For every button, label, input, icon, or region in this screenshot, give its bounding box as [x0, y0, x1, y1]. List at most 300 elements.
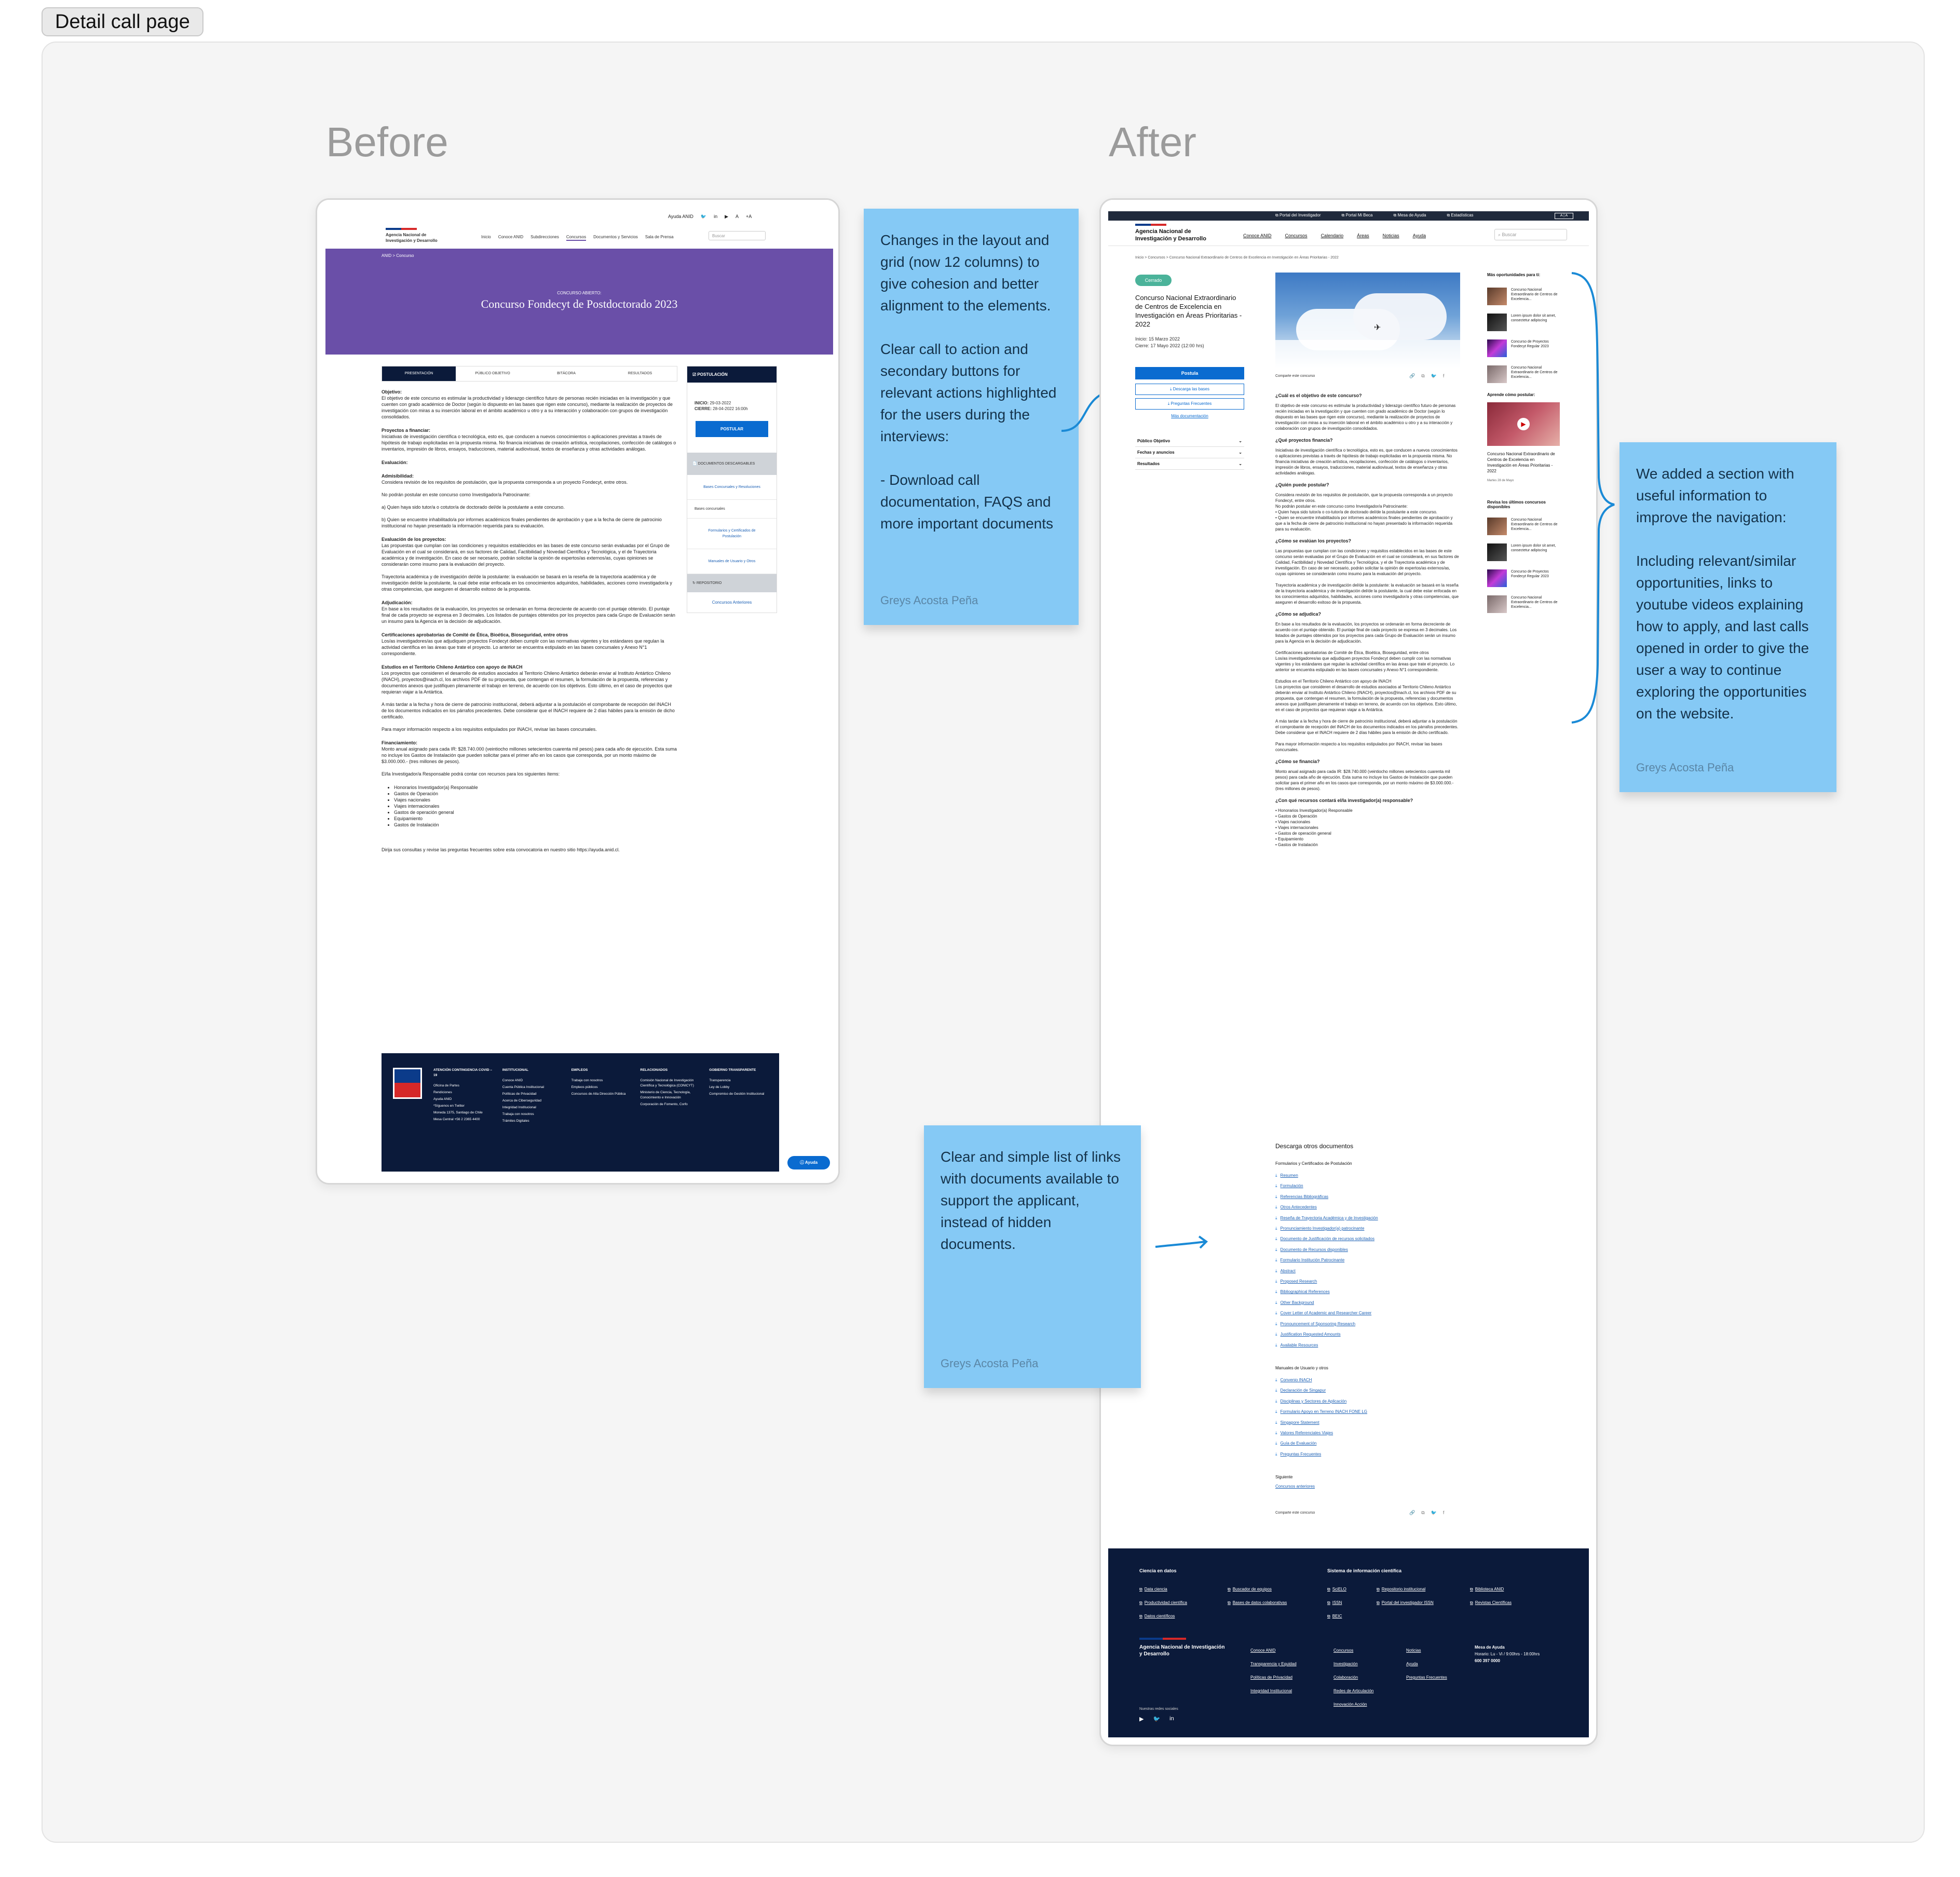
- footer-link[interactable]: Concursos de Alta Dirección Pública: [571, 1092, 626, 1096]
- footer-column-title: GOBIERNO TRANSPARENTE: [709, 1068, 756, 1072]
- download-item[interactable]: [1275, 1396, 1367, 1407]
- download-icon[interactable]: ⤓: [1275, 1289, 1277, 1295]
- download-link[interactable]: Referencias Bibliográficas: [1280, 1194, 1329, 1199]
- download-link[interactable]: Pronouncement of Sponsoring Research: [1280, 1321, 1356, 1326]
- nav-item[interactable]: Noticias: [1382, 233, 1399, 238]
- opportunity-item[interactable]: [1487, 339, 1570, 357]
- footer-link[interactable]: [1139, 1596, 1228, 1610]
- chevron-down-icon[interactable]: ⌄: [1238, 439, 1242, 443]
- footer-link[interactable]: Acerca de Ciberseguridad: [502, 1099, 541, 1103]
- footer-links-c: [1406, 1644, 1447, 1684]
- footer-link-label[interactable]: Conoce ANID: [1250, 1648, 1276, 1653]
- opportunity-thumbnail[interactable]: [1487, 314, 1507, 331]
- footer-link-label[interactable]: Buscador de equipos: [1232, 1587, 1272, 1592]
- opportunity-thumbnail[interactable]: [1487, 595, 1507, 613]
- download-link[interactable]: Formulario Apoyo en Terreno INACH FONE LG: [1280, 1409, 1368, 1414]
- opportunity-thumbnail[interactable]: [1487, 339, 1507, 357]
- download-link[interactable]: Proposed Research: [1280, 1279, 1317, 1284]
- download-item[interactable]: [1275, 1319, 1378, 1329]
- linkedin-icon[interactable]: in: [1169, 1716, 1174, 1722]
- download-item[interactable]: [1275, 1375, 1367, 1385]
- download-link[interactable]: Justification Requested Amounts: [1280, 1332, 1341, 1337]
- footer-link[interactable]: Mesa Central +56 2 2365 4400: [433, 1118, 480, 1121]
- download-item[interactable]: [1275, 1449, 1367, 1460]
- section-text: El objetivo de este concurso es estimular la productividad y liderazgo científico futuro de personas recién iniciadas en la investigación y que cuenten con grado académico de Doctor (según lo dispuesto en las bases que rigen este concurso), mediante la realización de proyectos de investigación con miras a su inserción laboral en el ámbito académico u otro y a su interacción y colaboración con grupos de investigación consolidados.: [1275, 403, 1456, 431]
- copy-icon[interactable]: ⧉: [1421, 1510, 1425, 1515]
- accordion-label[interactable]: Fechas y anuncios: [1137, 450, 1175, 455]
- doc-link[interactable]: Formularios y Certificados de Postulación: [687, 519, 777, 549]
- footer-link-label[interactable]: Innovación Acción: [1333, 1702, 1367, 1707]
- opportunity-thumbnail[interactable]: [1487, 518, 1507, 535]
- external-link-icon: ⧉: [1139, 1587, 1142, 1592]
- youtube-icon[interactable]: ▶: [1139, 1716, 1144, 1722]
- footer-link[interactable]: [1228, 1583, 1311, 1596]
- social-label: Nuestras redes sociales: [1139, 1707, 1178, 1711]
- postula-button[interactable]: Postula: [1135, 367, 1244, 379]
- download-icon[interactable]: ⤓: [1275, 1215, 1277, 1220]
- footer-link[interactable]: [1327, 1596, 1377, 1610]
- footer-link-label[interactable]: Redes de Articulación: [1333, 1689, 1374, 1693]
- font-large-button[interactable]: +A: [746, 214, 752, 219]
- download-icon[interactable]: ⤓: [1275, 1311, 1277, 1316]
- download-item[interactable]: [1275, 1329, 1378, 1340]
- opportunity-item[interactable]: [1487, 314, 1570, 331]
- resource-item: • Gastos de operación general: [394, 809, 677, 815]
- video-title[interactable]: Concurso Nacional Extraordinario de Centros de Excelencia en Investigación en Áreas Prioritarias - 2022: [1487, 452, 1555, 473]
- footer-link[interactable]: [1470, 1596, 1525, 1610]
- accordion-label[interactable]: Público Objetivo: [1137, 439, 1170, 443]
- opportunity-thumbnail[interactable]: [1487, 569, 1507, 587]
- downloads-title: Descarga otros documentos: [1275, 1142, 1354, 1150]
- cierre-label: CIERRE:: [695, 406, 712, 411]
- footer-link[interactable]: [1327, 1583, 1377, 1596]
- after-logo-stripe: [1135, 224, 1166, 226]
- nav-item[interactable]: Áreas: [1357, 233, 1369, 238]
- font-small-button[interactable]: A: [736, 214, 739, 219]
- twitter-icon[interactable]: 🐦: [1153, 1716, 1161, 1722]
- download-icon[interactable]: ⤓: [1275, 1321, 1277, 1326]
- footer-link-label[interactable]: Productividad científica: [1144, 1600, 1187, 1605]
- download-icon[interactable]: ⤓: [1275, 1378, 1277, 1382]
- before-search-input[interactable]: Buscar: [709, 231, 766, 240]
- download-item[interactable]: [1275, 1223, 1378, 1234]
- section-heading: Adjudicación:: [382, 600, 413, 605]
- section-heading: ¿Cómo se adjudica?: [1275, 611, 1322, 617]
- opportunity-title[interactable]: Concurso Nacional Extraordinario de Centros de Excelencia...: [1511, 596, 1558, 609]
- before-sidebar: [687, 366, 777, 613]
- download-item[interactable]: [1275, 1407, 1367, 1417]
- accordion-label[interactable]: Resultados: [1137, 461, 1160, 466]
- footer-column: [502, 1068, 564, 1125]
- accordion-item[interactable]: [1135, 458, 1244, 470]
- footer-link[interactable]: [1333, 1644, 1373, 1657]
- social-icons: [1139, 1716, 1174, 1722]
- footer-link[interactable]: Integridad Institucional: [502, 1106, 536, 1109]
- utility-link[interactable]: ⧉ Estadísticas: [1447, 213, 1474, 217]
- previous-calls-link[interactable]: Concursos anteriores: [1275, 1484, 1315, 1489]
- footer-link[interactable]: [1327, 1610, 1377, 1623]
- footer-column: [709, 1068, 771, 1125]
- opportunity-title[interactable]: Concurso Nacional Extraordinario de Centros de Excelencia...: [1511, 288, 1558, 301]
- section-heading: Financiamiento:: [382, 740, 418, 745]
- section-heading: Objetivo:: [382, 389, 402, 395]
- download-link[interactable]: Convenio INACH: [1280, 1378, 1312, 1382]
- footer-col1: [1139, 1583, 1311, 1623]
- status-badge: Cerrado: [1135, 275, 1172, 286]
- link-icon[interactable]: 🔗: [1409, 373, 1415, 378]
- download-icon[interactable]: ⤓: [1275, 1431, 1277, 1436]
- footer-link-label[interactable]: Políticas de Privacidad: [1250, 1675, 1292, 1680]
- footer-link-label[interactable]: ISSN: [1332, 1600, 1342, 1605]
- accordion-item[interactable]: [1135, 447, 1244, 458]
- end-date: Cierre: 17 Mayo 2022 (12:00 hrs): [1135, 343, 1204, 348]
- section-text: Iniciativas de investigación científica o tecnológica, esto es, que conducen a nuevos conocimientos o aplicaciones previstas a través de hipótesis de trabajo explicitadas en la propuesta misma. No financia iniciativas de creación artística, recopilaciones, confección de catálogos o inventarios, impresión de libros, ensayos, traducciones, material audiovisual, textos de enseñanza y otras actividades análogas.: [382, 434, 676, 452]
- footer-link-label[interactable]: SciELO: [1332, 1587, 1346, 1592]
- external-link-icon: ⧉: [1139, 1614, 1142, 1618]
- opportunity-item[interactable]: [1487, 569, 1570, 587]
- download-item[interactable]: [1275, 1245, 1378, 1255]
- faq-button[interactable]: ⤓ Preguntas Frecuentes: [1135, 398, 1244, 410]
- footer-link[interactable]: Ayuda ANID: [433, 1097, 452, 1101]
- nav-item[interactable]: Inicio: [481, 235, 491, 239]
- note-navigation-author: Greys Acosta Peña: [1636, 761, 1734, 774]
- download-icon[interactable]: ⤓: [1275, 1194, 1277, 1199]
- link-icon[interactable]: 🔗: [1409, 1510, 1415, 1515]
- footer-column-title: INSTITUCIONAL: [502, 1068, 528, 1072]
- resource-item: • Equipamiento: [394, 815, 677, 822]
- download-link[interactable]: Cover Letter of Academic and Researcher Career: [1280, 1311, 1372, 1316]
- nav-item[interactable]: Calendario: [1321, 233, 1344, 238]
- footer-column-title: RELACIONADOS: [640, 1068, 668, 1072]
- frame-label[interactable]: Detail call page: [42, 7, 203, 36]
- footer-logo[interactable]: Agencia Nacional de Investigación y Desarrollo: [1139, 1644, 1225, 1657]
- download-icon[interactable]: ⤓: [1275, 1398, 1277, 1404]
- footer-link[interactable]: Moneda 1375, Santiago de Chile: [433, 1111, 483, 1114]
- chevron-down-icon[interactable]: ⌄: [1238, 461, 1242, 466]
- download-link[interactable]: Formulación: [1280, 1184, 1303, 1189]
- utility-link-label[interactable]: Portal Mi Beca: [1345, 213, 1373, 217]
- forms-title: Formularios y Certificados de Postulación: [1275, 1161, 1352, 1166]
- nav-item[interactable]: Documentos y Servicios: [593, 235, 638, 239]
- nav-item[interactable]: Concursos: [566, 234, 586, 241]
- download-icon[interactable]: ⤓: [1275, 1205, 1277, 1210]
- before-body: [382, 389, 677, 853]
- opportunity-title[interactable]: Lorem ipsum dolor sit amet, consectetur adipiscing: [1511, 544, 1556, 552]
- download-item[interactable]: [1275, 1234, 1378, 1244]
- facebook-icon[interactable]: f: [1442, 373, 1445, 378]
- download-item[interactable]: [1275, 1385, 1367, 1396]
- download-link[interactable]: Abstract: [1280, 1268, 1296, 1273]
- download-icon[interactable]: ⤓: [1275, 1300, 1277, 1305]
- after-breadcrumb[interactable]: Inicio > Concursos > Concurso Nacional Extraordinario de Centros de Excelencia en Investigación en Áreas Prioritarias - 2022: [1135, 256, 1339, 260]
- footer-link[interactable]: [1139, 1583, 1228, 1596]
- nav-item[interactable]: Subdirecciones: [530, 235, 559, 239]
- postulacion-header: ☑ POSTULACIÓN: [687, 366, 777, 383]
- download-link[interactable]: Singapore Statement: [1280, 1420, 1319, 1425]
- download-item[interactable]: [1275, 1266, 1378, 1276]
- download-link[interactable]: Pronunciamiento Investigador(a) patrocinante: [1280, 1226, 1365, 1231]
- nav-item[interactable]: Sala de Prensa: [645, 235, 674, 239]
- postular-button[interactable]: POSTULAR: [696, 421, 768, 437]
- opportunity-thumbnail[interactable]: [1487, 543, 1507, 561]
- external-link-icon: ⧉: [1228, 1600, 1231, 1605]
- inicio-label: INICIO:: [695, 401, 709, 405]
- download-icon[interactable]: ⤓: [1275, 1184, 1277, 1189]
- learn-title: Aprende cómo postular:: [1487, 392, 1535, 397]
- download-link[interactable]: Available Resources: [1280, 1342, 1318, 1348]
- footer-link-label[interactable]: Noticias: [1406, 1648, 1421, 1653]
- section-text: En base a los resultados de la evaluación, los proyectos se ordenarán en forma decreciente de acuerdo con el puntaje obtenido. El puntaje final de cada proyecto se expresa en 3 decimales. Los listados de puntajes obtenidos por los proyectos para cada Grupo de Evaluación serán un insumo para la Agencia en la decisión de adjudicación. Certificaciones aprobatorias de Comité de Ética, Bioética, Bioseguridad, entre otros Los/as investigadores/as que adjudiquen proyectos Fondecyt deben cumplir con las normativas vigentes y los estándares que regulan la actividad científica en las áreas que trate el proyecto. Lo anterior se encuentra estipulado en las bases concursales y Anexo N°1 correspondiente. Estudios en el Territorio Chileno Antártico con apoyo de INACH Los proyectos que consideren el desarrollo de estudios asociados al Territorio Chileno Antártico deberán enviar al Instituto Antártico Chileno (INACH), proyectos@inach.cl, los archivos PDF de su propuesta, que contengan el resumen, la formulación de la propuesta, referencias y documentos anexos que justifiquen plenamente el trabajo en terreno, de acuerdo con los objetivos. Esto último, en el caso de proyectos que requieran viajar a la Antártica. A más tardar a la fecha y hora de cierre de patrocinio institucional, deberá adjuntar a la postulación el comprobante de recepción del INACH de los documentos indicados en los párrafos precedentes. Debe considerar que el INACH requiere de 2 días hábiles para la emisión de dicho certificado. Para mayor información respecto a los requisitos estipulados por INACH, revisar las bases concursales.: [1275, 622, 1459, 752]
- facebook-icon[interactable]: f: [1442, 1510, 1445, 1515]
- download-item[interactable]: [1275, 1213, 1378, 1223]
- download-link[interactable]: Valores Referenciales Viajes: [1280, 1431, 1333, 1436]
- download-link[interactable]: Disciplinas y Sectores de Aplicación: [1280, 1398, 1347, 1404]
- footer-link[interactable]: Comisión Nacional de Investigación Científica y Tecnológica (CONICYT): [640, 1079, 694, 1087]
- footer-link-label[interactable]: Bases de datos colaborativas: [1232, 1600, 1287, 1605]
- download-item[interactable]: [1275, 1276, 1378, 1287]
- utility-link[interactable]: ⧉ Mesa de Ayuda: [1393, 213, 1426, 217]
- utility-link-label[interactable]: Estadísticas: [1451, 213, 1474, 217]
- footer-link-label[interactable]: Biblioteca ANID: [1475, 1587, 1504, 1592]
- logo-stripe: [386, 228, 417, 230]
- doc-link[interactable]: Manuales de Usuario y Otros: [687, 549, 777, 574]
- opportunity-thumbnail[interactable]: [1487, 288, 1507, 305]
- footer-link-label[interactable]: Concursos: [1333, 1648, 1354, 1653]
- utility-link[interactable]: ⧉ Portal Mi Beca: [1341, 213, 1373, 217]
- opportunity-title[interactable]: Concurso Nacional Extraordinario de Centros de Excelencia...: [1511, 518, 1558, 531]
- footer-link[interactable]: Ley de Lobby: [709, 1085, 730, 1089]
- footer-link-label[interactable]: Ayuda: [1406, 1662, 1418, 1666]
- utility-link-label[interactable]: Portal del Investigador: [1279, 213, 1321, 217]
- arrow-note-documents-icon: [1153, 1230, 1210, 1256]
- download-icon[interactable]: ⤓: [1275, 1420, 1277, 1425]
- more-opportunities-list: [1487, 288, 1570, 383]
- download-item[interactable]: [1275, 1308, 1378, 1318]
- download-link[interactable]: Documento de Recursos disponibles: [1280, 1247, 1348, 1252]
- section-heading: Proyectos a financiar:: [382, 428, 431, 433]
- tab-0[interactable]: PRESENTACIÓN: [382, 366, 456, 381]
- download-item[interactable]: [1275, 1181, 1378, 1191]
- nav-item[interactable]: Conoce ANID: [498, 235, 524, 239]
- download-link[interactable]: Preguntas Frecuentes: [1280, 1451, 1322, 1457]
- footer-link[interactable]: Trabaja con nosotros: [571, 1079, 603, 1082]
- forms-list: [1275, 1171, 1378, 1351]
- footer-link[interactable]: [1333, 1657, 1373, 1671]
- footer-link[interactable]: Políticas de Privacidad: [502, 1092, 537, 1096]
- resource-list: [394, 784, 677, 828]
- footer-link[interactable]: Corporación de Fomento, Corfo: [640, 1103, 688, 1106]
- section-heading: ¿Cuál es el objetivo de este concurso?: [1275, 393, 1362, 398]
- doc-link[interactable]: Bases Concursales y Resoluciones: [687, 475, 777, 500]
- before-logo[interactable]: Agencia Nacional de Investigación y Desarrollo: [386, 233, 438, 243]
- download-link[interactable]: Otros Antecedentes: [1280, 1205, 1317, 1210]
- latest-title: Revisa los últimos concursos disponibles: [1487, 500, 1546, 509]
- opportunity-title[interactable]: Concurso Nacional Extraordinario de Centros de Excelencia...: [1511, 366, 1558, 379]
- footer-link[interactable]: Oficina de Partes: [433, 1084, 459, 1087]
- utility-link[interactable]: ⧉ Portal del Investigador: [1275, 213, 1321, 217]
- section-text: Monto anual asignado para cada IR: $28.740.000 (veintiocho millones setecientos cuarenta mil pesos) para cada año de ejecución. Esta suma no incluye los Gastos de Instalación que pueden solicitar para el primer año en los casos que corresponda, por un monto máximo de $3.000.000.- (tres millones de pesos).: [1275, 769, 1454, 791]
- call-hero-image: [1275, 273, 1460, 369]
- footer-link[interactable]: [1470, 1583, 1525, 1596]
- footer-link[interactable]: [1228, 1596, 1311, 1610]
- footer-link-label[interactable]: Portal del investigador ISSN: [1381, 1600, 1434, 1605]
- download-icon[interactable]: ⤓: [1275, 1451, 1277, 1457]
- download-icon[interactable]: ⤓: [1275, 1236, 1277, 1242]
- nav-item[interactable]: Conoce ANID: [1243, 233, 1272, 238]
- footer-link[interactable]: [1139, 1610, 1228, 1623]
- download-link[interactable]: Resumen: [1280, 1173, 1298, 1178]
- download-item[interactable]: [1275, 1340, 1378, 1351]
- after-search-input[interactable]: ⌕ Buscar: [1494, 229, 1567, 240]
- footer-link-label[interactable]: Data ciencia: [1144, 1587, 1167, 1592]
- next-title: Siguiente: [1275, 1475, 1293, 1479]
- download-icon[interactable]: ⤓: [1275, 1226, 1277, 1231]
- footer-link[interactable]: [1377, 1596, 1470, 1610]
- before-footer: [382, 1053, 779, 1172]
- opportunity-title[interactable]: Concurso de Proyectos Fondecyt Regular 2023: [1511, 570, 1549, 578]
- download-item[interactable]: [1275, 1438, 1367, 1449]
- footer-link[interactable]: Transparencia: [709, 1079, 731, 1082]
- footer-link[interactable]: Compromiso de Gestión Institucional: [709, 1092, 765, 1096]
- download-item[interactable]: [1275, 1202, 1378, 1213]
- twitter-icon[interactable]: 🐦: [1431, 373, 1437, 378]
- start-date: Inicio: 15 Marzo 2022: [1135, 336, 1180, 342]
- linkedin-icon[interactable]: in: [714, 214, 718, 219]
- footer-link[interactable]: [1377, 1583, 1470, 1596]
- download-icon[interactable]: ⤓: [1275, 1258, 1277, 1263]
- footer-link[interactable]: Rendiciones: [433, 1091, 452, 1094]
- download-bases-button[interactable]: ⤓ Descarga las bases: [1135, 384, 1244, 395]
- twitter-icon[interactable]: 🐦: [1431, 1510, 1437, 1515]
- more-docs-link[interactable]: Más documentación: [1171, 414, 1208, 418]
- download-icon[interactable]: ⤓: [1275, 1332, 1277, 1337]
- footer-link[interactable]: [1406, 1671, 1447, 1684]
- opportunity-item[interactable]: [1487, 518, 1570, 535]
- download-icon[interactable]: ⤓: [1275, 1247, 1277, 1252]
- download-icon[interactable]: ⤓: [1275, 1268, 1277, 1273]
- download-item[interactable]: [1275, 1171, 1378, 1181]
- footer-link[interactable]: [1333, 1671, 1373, 1684]
- opportunity-item[interactable]: [1487, 288, 1570, 305]
- opportunity-item[interactable]: [1487, 595, 1570, 613]
- twitter-icon[interactable]: 🐦: [700, 214, 707, 219]
- utility-link-label[interactable]: Mesa de Ayuda: [1397, 213, 1426, 217]
- footer-column: [433, 1068, 495, 1125]
- footer-links-a: [1250, 1644, 1297, 1698]
- tab-2[interactable]: BITÁCORA: [557, 372, 576, 375]
- download-item[interactable]: [1275, 1428, 1367, 1438]
- accessibility-toggle[interactable]: A | A: [1555, 213, 1573, 219]
- opportunity-thumbnail[interactable]: [1487, 365, 1507, 383]
- footer-link[interactable]: [1406, 1644, 1447, 1657]
- copy-icon[interactable]: ⧉: [1421, 373, 1425, 378]
- footer-link-label[interactable]: Revistas Científicas: [1475, 1600, 1512, 1605]
- download-icon[interactable]: ⤓: [1275, 1441, 1277, 1446]
- footer-link[interactable]: Ministerio de Ciencia, Tecnología, Conocimiento e Innovación: [640, 1091, 691, 1099]
- footer-link[interactable]: [1333, 1698, 1373, 1711]
- download-link[interactable]: Guía de Evaluación: [1280, 1441, 1317, 1446]
- after-utility-bar: [1108, 211, 1589, 221]
- help-chat-button[interactable]: ⓘ Ayuda: [787, 1156, 830, 1169]
- opportunity-title[interactable]: Concurso de Proyectos Fondecyt Regular 2023: [1511, 340, 1549, 348]
- video-thumbnail[interactable]: [1487, 402, 1560, 446]
- footer-link[interactable]: Trabaja con nosotros: [502, 1112, 534, 1116]
- footer-link[interactable]: [1250, 1671, 1297, 1684]
- download-link[interactable]: Reseña de Trayectoria Académica y de Investigación: [1280, 1215, 1378, 1220]
- footer-link-label[interactable]: Transparencia y Equidad: [1250, 1662, 1297, 1666]
- utility-links: [1275, 213, 1474, 218]
- download-item[interactable]: [1275, 1287, 1378, 1297]
- section-text: Los proyectos que consideren el desarrollo de estudios asociados al Territorio Chileno Antártico deberán enviar al Instituto Antártico Chileno (INACH), proyectos@inach.cl, los archivos PDF de su propuesta, que contengan el resumen, la formulación de la propuesta, referencias y documentos anexos que justifiquen plenamente el trabajo en terreno, de acuerdo con los objetivos. Esto último, en el caso de proyectos que requieran viajar a la Antártica. A más tardar a la fecha y hora de cierre de patrocinio institucional, deberá adjuntar a la postulación el comprobante de recepción del INACH de los documentos indicados en los párrafos precedentes. Debe considerar que el INACH requiere de 2 días hábiles para la emisión de dicho certificado. Para mayor información respecto a los requisitos estipulados por INACH, revisar las bases concursales.: [382, 671, 675, 732]
- footer-link-label[interactable]: Investigación: [1333, 1662, 1358, 1666]
- after-logo[interactable]: Agencia Nacional de Investigación y Desarrollo: [1135, 228, 1206, 242]
- section-text: El objetivo de este concurso es estimular la productividad y liderazgo científico futuro de personas recién iniciadas en la investigación y que cuenten con grado académico de Doctor (según lo dispuesto en las bases que rigen este concurso), mediante la realización de proyectos de investigación con miras a su inserción laboral en el ámbito académico u otro y a su interacción y colaboración con grupos de investigación consolidados.: [382, 396, 673, 419]
- download-item[interactable]: [1275, 1418, 1367, 1428]
- accordion-item[interactable]: [1135, 436, 1244, 447]
- before-main-nav: [481, 234, 674, 241]
- opportunity-item[interactable]: [1487, 365, 1570, 383]
- opportunity-title[interactable]: Lorem ipsum dolor sit amet, consectetur adipiscing: [1511, 314, 1556, 322]
- download-link[interactable]: Formulario Institución Patrocinante: [1280, 1258, 1345, 1263]
- tab-3[interactable]: RESULTADOS: [628, 372, 652, 375]
- before-screen: [316, 198, 840, 1185]
- before-breadcrumb[interactable]: ANID > Concurso: [382, 253, 414, 258]
- download-icon[interactable]: ⤓: [1275, 1388, 1277, 1393]
- footer-link-label[interactable]: BEIC: [1332, 1614, 1342, 1618]
- repo-link[interactable]: Concursos Anteriores: [712, 600, 752, 605]
- help-link[interactable]: Ayuda ANID: [668, 214, 693, 219]
- play-icon[interactable]: ▶: [1517, 418, 1530, 430]
- footer-link-label[interactable]: Integridad Institucional: [1250, 1689, 1292, 1693]
- download-icon[interactable]: ⤓: [1275, 1342, 1277, 1348]
- footer-link[interactable]: [1250, 1684, 1297, 1698]
- footer-link[interactable]: [1406, 1657, 1447, 1671]
- footer-link-label[interactable]: Repositorio institucional: [1381, 1587, 1426, 1592]
- footer-link[interactable]: Trámites Digitales: [502, 1119, 529, 1123]
- download-icon[interactable]: ⤓: [1275, 1173, 1277, 1178]
- footer-link[interactable]: Cuenta Pública Institucional: [502, 1085, 545, 1089]
- footer-link[interactable]: Conoce ANID: [502, 1079, 523, 1082]
- download-link[interactable]: Other Background: [1280, 1300, 1314, 1305]
- download-link[interactable]: Bibliographical References: [1280, 1289, 1330, 1295]
- footer-link[interactable]: Empleos públicos: [571, 1085, 598, 1089]
- tab-1[interactable]: PÚBLICO OBJETIVO: [475, 372, 510, 375]
- footer-link[interactable]: [1250, 1657, 1297, 1671]
- footer-link-label[interactable]: Preguntas Frecuentes: [1406, 1675, 1447, 1680]
- footer-link-label[interactable]: Datos científicos: [1144, 1614, 1175, 1618]
- download-link[interactable]: Documento de Justificación de recursos solicitados: [1280, 1236, 1374, 1242]
- youtube-icon[interactable]: ▶: [725, 214, 729, 219]
- after-content: [1275, 393, 1460, 848]
- download-icon[interactable]: ⤓: [1275, 1409, 1277, 1414]
- footer-link[interactable]: [1250, 1644, 1297, 1657]
- download-item[interactable]: [1275, 1298, 1378, 1308]
- opportunity-item[interactable]: [1487, 543, 1570, 561]
- footer-link-label[interactable]: Colaboración: [1333, 1675, 1358, 1680]
- download-link[interactable]: Declaración de Singapur: [1280, 1388, 1326, 1393]
- footer-link[interactable]: *Síguenos en Twitter: [433, 1104, 465, 1108]
- download-item[interactable]: [1275, 1255, 1378, 1266]
- download-icon[interactable]: ⤓: [1275, 1279, 1277, 1284]
- section-text: Considera revisión de los requisitos de postulación, que la propuesta corresponda a un proyecto Fondecyt, entre otros. No podrán postular en este concurso como Investigador/a Patrocinante: a) Quien haya sido tutor/a o cotutor/a de doctorado del/de la postulante a este concurso. b) Quien se encuentre inhabilitado/a por informes académicos finales pendientes de aprobación y que a la fecha de cierre de patrocinio institucional no hayan presentado la información requerida para su evaluación.: [382, 480, 662, 528]
- section-heading: Evaluación de los proyectos:: [382, 537, 446, 542]
- nav-item[interactable]: Concursos: [1285, 233, 1308, 238]
- external-link-icon: ⧉: [1377, 1600, 1380, 1605]
- download-item[interactable]: [1275, 1192, 1378, 1202]
- chevron-down-icon[interactable]: ⌄: [1238, 450, 1242, 455]
- footer-link[interactable]: [1333, 1684, 1373, 1698]
- nav-item[interactable]: Ayuda: [1412, 233, 1426, 238]
